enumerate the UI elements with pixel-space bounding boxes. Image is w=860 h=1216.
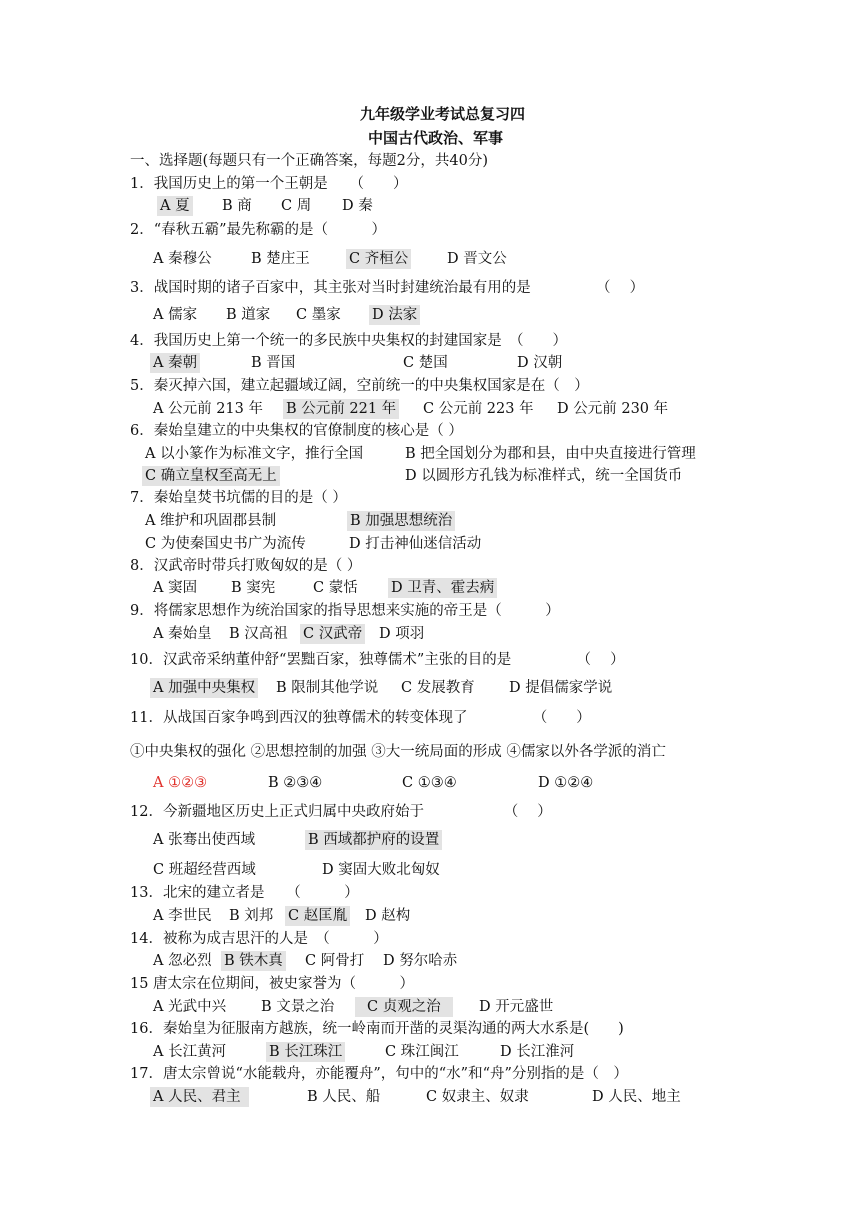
q2-option-a: A 秦穆公: [153, 251, 212, 267]
question-12-stem: 12．今新疆地区历史上正式归属中央政府始于 （ ）: [130, 804, 552, 820]
question-13-stem: 13．北宋的建立者是 （ ）: [130, 885, 359, 901]
q6-option-d: D 以圆形方孔钱为标准样式，统一全国货币: [405, 468, 683, 484]
q15-option-c: C 贞观之治: [355, 997, 453, 1017]
question-10-stem: 10．汉武帝采纳董仲舒“罢黜百家，独尊儒术”主张的目的是 （ ）: [130, 652, 625, 668]
question-4-stem: 4．我国历史上第一个统一的多民族中央集权的封建国家是 （ ）: [130, 333, 567, 349]
page-title: 九年级学业考试总复习四: [360, 105, 526, 123]
q6-option-c: C 确立皇权至高无上: [142, 466, 280, 486]
q2-option-c: C 齐桓公: [346, 249, 411, 269]
q2-option-b: B 楚庄王: [251, 251, 310, 267]
q6-option-a: A 以小篆作为标准文字，推行全国: [145, 446, 364, 462]
question-8-stem: 8．汉武帝时带兵打败匈奴的是（ ）: [130, 558, 362, 574]
q4-option-a: A 秦朝: [150, 353, 200, 373]
q4-option-d: D 汉朝: [517, 355, 563, 371]
q3-option-b: B 道家: [226, 307, 271, 323]
q14-option-c: C 阿骨打: [305, 953, 365, 969]
q7-option-c: C 为使秦国史书广为流传: [145, 536, 306, 552]
q16-option-d: D 长江淮河: [500, 1044, 575, 1060]
q12-option-b: B 西域都护府的设置: [305, 830, 442, 850]
q12-option-a: A 张骞出使西域: [153, 832, 256, 848]
q12-option-d: D 窦固大败北匈奴: [322, 862, 440, 878]
q17-option-b: B 人民、船: [307, 1089, 381, 1105]
q9-option-d: D 项羽: [379, 626, 425, 642]
q8-option-d: D 卫青、霍去病: [388, 578, 497, 598]
section-heading: 一、选择题(每题只有一个正确答案，每题2分，共40分): [130, 153, 488, 169]
question-6-stem: 6．秦始皇建立的中央集权的官僚制度的核心是（ ）: [130, 423, 463, 439]
question-1-stem: 1．我国历史上的第一个王朝是 （ ）: [130, 176, 408, 192]
question-5-stem: 5．秦灭掉六国，建立起疆域辽阔，空前统一的中央集权国家是在（ ）: [130, 378, 589, 394]
q13-option-a: A 李世民: [153, 908, 212, 924]
question-7-stem: 7．秦始皇焚书坑儒的目的是（ ）: [130, 490, 347, 506]
question-2-stem: 2．“春秋五霸”最先称霸的是（ ）: [130, 222, 387, 238]
q16-option-a: A 长江黄河: [153, 1044, 227, 1060]
question-16-stem: 16．秦始皇为征服南方越族，统一岭南而开凿的灵渠沟通的两大水系是( ): [130, 1021, 624, 1037]
q10-option-a: A 加强中央集权: [150, 678, 258, 698]
q5-option-b: B 公元前 221 年: [283, 399, 399, 419]
page-subtitle: 中国古代政治、军事: [368, 129, 504, 147]
q3-option-a: A 儒家: [153, 307, 198, 323]
q9-option-c: C 汉武帝: [300, 624, 365, 644]
q5-option-a: A 公元前 213 年: [153, 401, 263, 417]
q12-option-c: C 班超经营西域: [153, 862, 256, 878]
question-3-stem: 3．战国时期的诸子百家中，其主张对当时封建统治最有用的是 （ ）: [130, 280, 645, 296]
q3-option-c: C 墨家: [296, 307, 341, 323]
q8-option-a: A 窦固: [153, 580, 198, 596]
q14-option-b: B 铁木真: [221, 951, 286, 971]
q4-option-b: B 晋国: [251, 355, 296, 371]
q8-option-c: C 蒙恬: [313, 580, 358, 596]
q7-option-d: D 打击神仙迷信活动: [349, 536, 482, 552]
q8-option-b: B 窦宪: [231, 580, 276, 596]
q3-option-d: D 法家: [369, 305, 420, 325]
q17-option-a: A 人民、君主: [150, 1087, 249, 1107]
q13-option-b: B 刘邦: [229, 908, 274, 924]
q13-option-c: C 赵匡胤: [285, 906, 350, 926]
q14-option-d: D 努尔哈赤: [383, 953, 458, 969]
q2-option-d: D 晋文公: [447, 251, 507, 267]
question-14-stem: 14．被称为成吉思汗的人是 （ ）: [130, 931, 388, 947]
q1-option-b: B 商: [222, 198, 252, 214]
q11-option-d: D ①②④: [538, 775, 594, 791]
q11-option-a: A ①②③: [153, 775, 208, 791]
q9-option-a: A 秦始皇: [153, 626, 212, 642]
q1-option-a: A 夏: [157, 196, 193, 216]
q1-option-d: D 秦: [342, 198, 373, 214]
q10-option-d: D 提倡儒家学说: [509, 680, 613, 696]
q4-option-c: C 楚国: [403, 355, 448, 371]
q14-option-a: A 忽必烈: [153, 953, 212, 969]
q15-option-b: B 文景之治: [261, 999, 335, 1015]
question-11-statements: ①中央集权的强化 ②思想控制的加强 ③大一统局面的形成 ④儒家以外各学派的消亡: [130, 744, 666, 760]
q7-option-b: B 加强思想统治: [347, 511, 455, 531]
q15-option-d: D 开元盛世: [479, 999, 554, 1015]
question-15-stem: 15 唐太宗在位期间，被史家誉为（ ）: [130, 976, 415, 992]
q16-option-c: C 珠江闽江: [385, 1044, 459, 1060]
q17-option-c: C 奴隶主、奴隶: [426, 1089, 529, 1105]
q6-option-b: B 把全国划分为郡和县，由中央直接进行管理: [405, 446, 696, 462]
q9-option-b: B 汉高祖: [229, 626, 288, 642]
q10-option-b: B 限制其他学说: [276, 680, 379, 696]
question-11-stem: 11．从战国百家争鸣到西汉的独尊儒术的转变体现了 （ ）: [130, 710, 591, 726]
q17-option-d: D 人民、地主: [592, 1089, 681, 1105]
q1-option-c: C 周: [281, 198, 312, 214]
q7-option-a: A 维护和巩固郡县制: [145, 513, 277, 529]
q16-option-b: B 长江珠江: [266, 1042, 345, 1062]
q11-option-b: B ②③④: [268, 775, 323, 791]
question-17-stem: 17．唐太宗曾说“水能载舟，亦能覆舟”，句中的“水”和“舟”分别指的是（ ）: [130, 1066, 628, 1082]
q5-option-d: D 公元前 230 年: [557, 401, 669, 417]
q10-option-c: C 发展教育: [401, 680, 475, 696]
q13-option-d: D 赵构: [365, 908, 411, 924]
q15-option-a: A 光武中兴: [153, 999, 227, 1015]
question-9-stem: 9．将儒家思想作为统治国家的指导思想来实施的帝王是（ ）: [130, 603, 560, 619]
q11-option-c: C ①③④: [402, 775, 457, 791]
q5-option-c: C 公元前 223 年: [423, 401, 534, 417]
